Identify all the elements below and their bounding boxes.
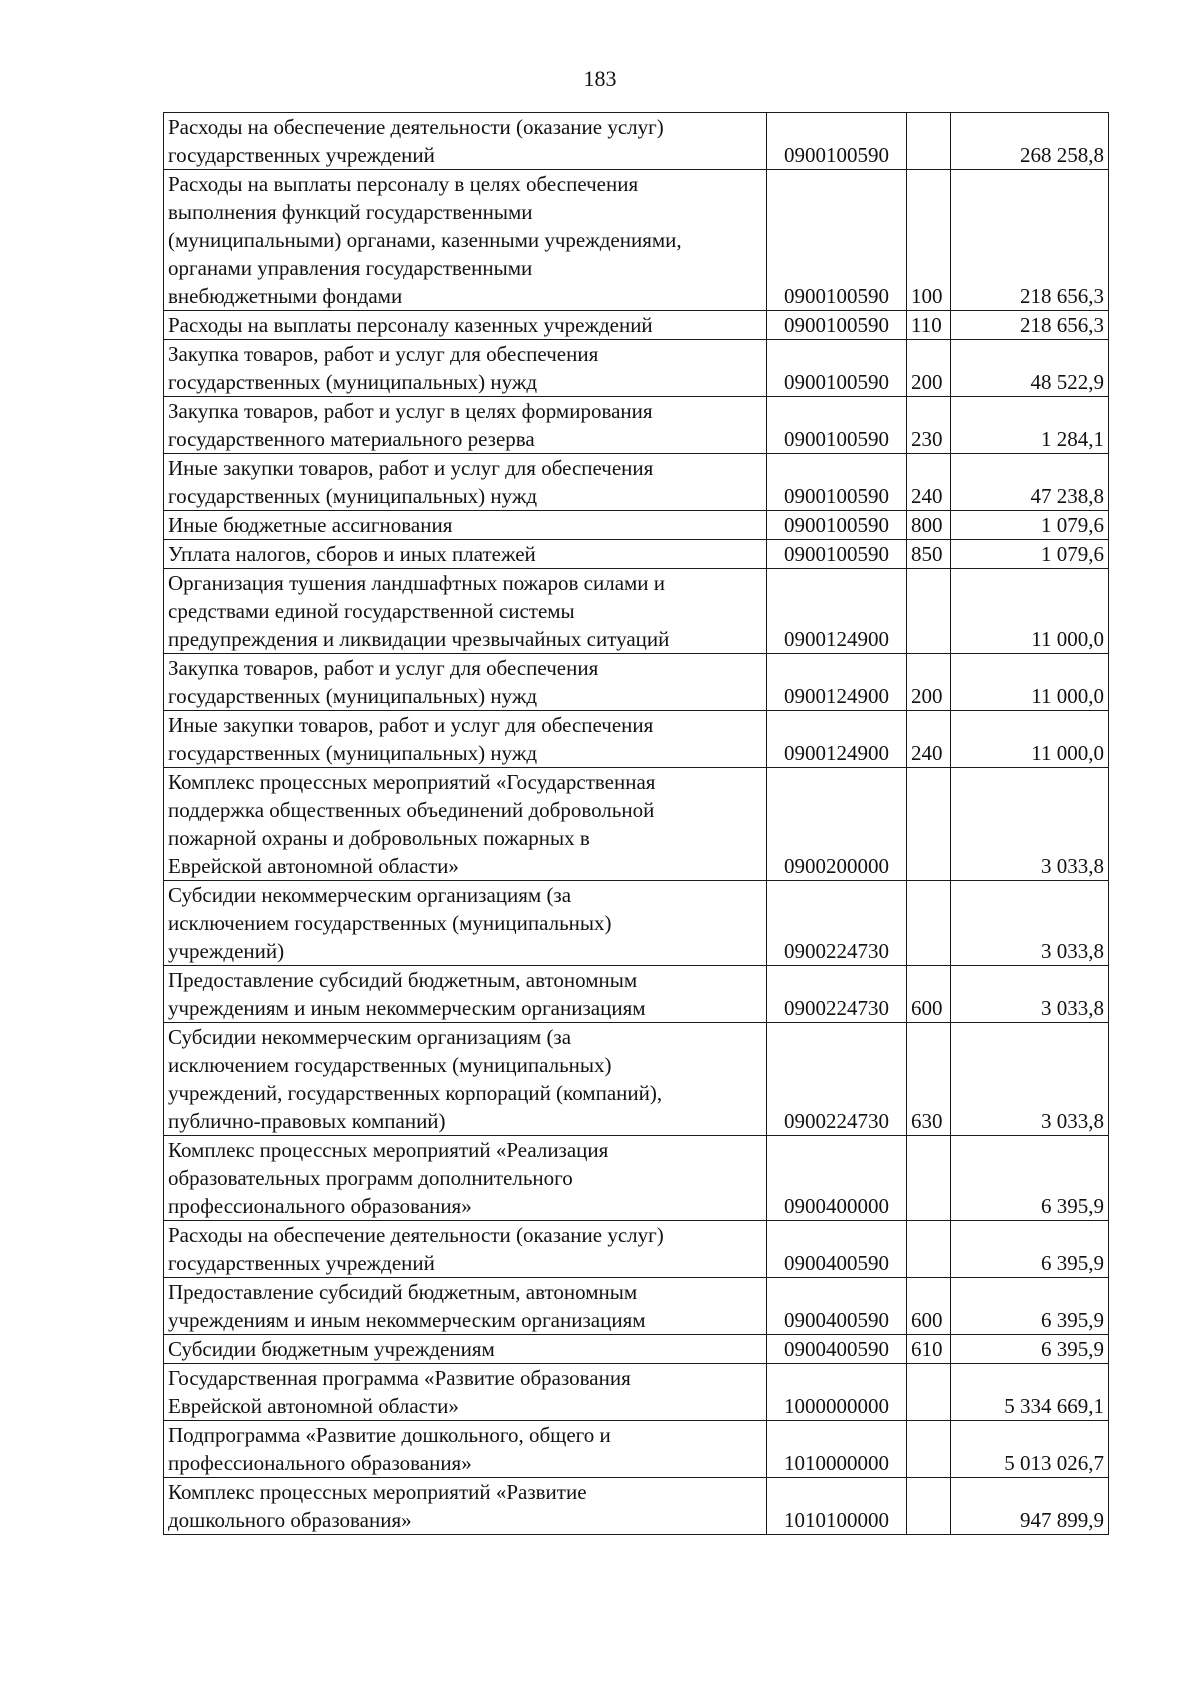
amount-cell: 48 522,9: [951, 340, 1109, 397]
expense-name-cell: Расходы на выплаты персоналу казенных учреждений: [164, 311, 767, 340]
expense-name-cell: Субсидии некоммерческим организациям (за исключением государственных (муниципальных) учреждений): [164, 881, 767, 966]
amount-cell: 6 395,9: [951, 1221, 1109, 1278]
expense-name-cell: Комплекс процессных мероприятий «Реализация образовательных программ дополнительного профессионального образования»: [164, 1136, 767, 1221]
table-row: [164, 511, 1109, 540]
amount-cell: 6 395,9: [951, 1335, 1109, 1364]
target-code-cell: 0900124900: [767, 654, 907, 711]
expense-name-cell: Предоставление субсидий бюджетным, автономным учреждениям и иным некоммерческим организациям: [164, 966, 767, 1023]
table-row: [164, 1421, 1109, 1478]
table-row: [164, 113, 1109, 170]
expense-type-cell: [907, 1136, 951, 1221]
table-row: [164, 654, 1109, 711]
target-code-cell: 0900224730: [767, 1023, 907, 1136]
table-row: [164, 1136, 1109, 1221]
table-row: [164, 711, 1109, 768]
amount-cell: 3 033,8: [951, 768, 1109, 881]
amount-cell: 218 656,3: [951, 170, 1109, 311]
table-row: [164, 1364, 1109, 1421]
expense-name-cell: Субсидии некоммерческим организациям (за исключением государственных (муниципальных) учреждений, государственных корпораций (компаний), публично-правовых компаний): [164, 1023, 767, 1136]
table-row: [164, 569, 1109, 654]
target-code-cell: 0900400590: [767, 1221, 907, 1278]
table-row: [164, 1478, 1109, 1535]
expense-name-cell: Предоставление субсидий бюджетным, автономным учреждениям и иным некоммерческим организациям: [164, 1278, 767, 1335]
amount-cell: 3 033,8: [951, 966, 1109, 1023]
table-row: [164, 311, 1109, 340]
expense-type-cell: [907, 881, 951, 966]
amount-cell: 1 079,6: [951, 540, 1109, 569]
target-code-cell: 1010100000: [767, 1478, 907, 1535]
expense-type-cell: 200: [907, 340, 951, 397]
expense-type-cell: 630: [907, 1023, 951, 1136]
expense-name-cell: Комплекс процессных мероприятий «Государственная поддержка общественных объединений добровольной пожарной охраны и добровольных пожарных в Еврейской автономной области»: [164, 768, 767, 881]
amount-cell: 6 395,9: [951, 1136, 1109, 1221]
budget-table: [163, 112, 1109, 1535]
amount-cell: 47 238,8: [951, 454, 1109, 511]
amount-cell: 1 284,1: [951, 397, 1109, 454]
expense-type-cell: 230: [907, 397, 951, 454]
table-row: [164, 1023, 1109, 1136]
table-row: [164, 540, 1109, 569]
amount-cell: 218 656,3: [951, 311, 1109, 340]
expense-name-cell: Иные закупки товаров, работ и услуг для обеспечения государственных (муниципальных) нужд: [164, 454, 767, 511]
expense-type-cell: 600: [907, 966, 951, 1023]
target-code-cell: 0900400000: [767, 1136, 907, 1221]
table-row: [164, 340, 1109, 397]
table-row: [164, 1335, 1109, 1364]
amount-cell: 5 013 026,7: [951, 1421, 1109, 1478]
table-row: [164, 1221, 1109, 1278]
amount-cell: 3 033,8: [951, 881, 1109, 966]
amount-cell: 6 395,9: [951, 1278, 1109, 1335]
target-code-cell: 0900100590: [767, 113, 907, 170]
expense-type-cell: 850: [907, 540, 951, 569]
target-code-cell: 0900100590: [767, 397, 907, 454]
target-code-cell: 0900400590: [767, 1278, 907, 1335]
amount-cell: 1 079,6: [951, 511, 1109, 540]
amount-cell: 5 334 669,1: [951, 1364, 1109, 1421]
table-row: [164, 881, 1109, 966]
amount-cell: 11 000,0: [951, 569, 1109, 654]
table-row: [164, 397, 1109, 454]
amount-cell: 268 258,8: [951, 113, 1109, 170]
expense-name-cell: Иные закупки товаров, работ и услуг для обеспечения государственных (муниципальных) нужд: [164, 711, 767, 768]
expense-name-cell: Уплата налогов, сборов и иных платежей: [164, 540, 767, 569]
expense-name-cell: Организация тушения ландшафтных пожаров силами и средствами единой государственной системы предупреждения и ликвидации чрезвычайных ситуаций: [164, 569, 767, 654]
expense-type-cell: 240: [907, 711, 951, 768]
expense-type-cell: [907, 569, 951, 654]
target-code-cell: 0900200000: [767, 768, 907, 881]
budget-table-body: [164, 113, 1109, 1535]
target-code-cell: 0900100590: [767, 340, 907, 397]
target-code-cell: 0900100590: [767, 511, 907, 540]
table-row: [164, 170, 1109, 311]
target-code-cell: 0900224730: [767, 966, 907, 1023]
expense-type-cell: 240: [907, 454, 951, 511]
table-row: [164, 768, 1109, 881]
expense-name-cell: Закупка товаров, работ и услуг для обеспечения государственных (муниципальных) нужд: [164, 340, 767, 397]
expense-name-cell: Расходы на обеспечение деятельности (оказание услуг) государственных учреждений: [164, 113, 767, 170]
expense-name-cell: Закупка товаров, работ и услуг в целях формирования государственного материального резерва: [164, 397, 767, 454]
expense-type-cell: [907, 113, 951, 170]
amount-cell: 11 000,0: [951, 711, 1109, 768]
expense-name-cell: Подпрограмма «Развитие дошкольного, общего и профессионального образования»: [164, 1421, 767, 1478]
expense-type-cell: [907, 1364, 951, 1421]
expense-type-cell: 800: [907, 511, 951, 540]
target-code-cell: 1010000000: [767, 1421, 907, 1478]
expense-type-cell: [907, 1221, 951, 1278]
amount-cell: 947 899,9: [951, 1478, 1109, 1535]
expense-name-cell: Иные бюджетные ассигнования: [164, 511, 767, 540]
expense-type-cell: 200: [907, 654, 951, 711]
expense-name-cell: Расходы на выплаты персоналу в целях обеспечения выполнения функций государственными (муниципальными) органами, казенными учреждениями, органами управления государственными внебюджетными фондами: [164, 170, 767, 311]
expense-name-cell: Субсидии бюджетным учреждениям: [164, 1335, 767, 1364]
expense-name-cell: Расходы на обеспечение деятельности (оказание услуг) государственных учреждений: [164, 1221, 767, 1278]
expense-type-cell: 610: [907, 1335, 951, 1364]
target-code-cell: 0900400590: [767, 1335, 907, 1364]
expense-type-cell: 110: [907, 311, 951, 340]
target-code-cell: 0900224730: [767, 881, 907, 966]
expense-name-cell: Закупка товаров, работ и услуг для обеспечения государственных (муниципальных) нужд: [164, 654, 767, 711]
target-code-cell: 0900124900: [767, 569, 907, 654]
expense-type-cell: 100: [907, 170, 951, 311]
expense-type-cell: [907, 768, 951, 881]
expense-name-cell: Комплекс процессных мероприятий «Развитие дошкольного образования»: [164, 1478, 767, 1535]
target-code-cell: 0900100590: [767, 170, 907, 311]
expense-name-cell: Государственная программа «Развитие образования Еврейской автономной области»: [164, 1364, 767, 1421]
table-row: [164, 1278, 1109, 1335]
expense-type-cell: 600: [907, 1278, 951, 1335]
table-row: [164, 454, 1109, 511]
target-code-cell: 1000000000: [767, 1364, 907, 1421]
expense-type-cell: [907, 1478, 951, 1535]
target-code-cell: 0900100590: [767, 311, 907, 340]
expense-type-cell: [907, 1421, 951, 1478]
page-number: 183: [583, 66, 617, 91]
amount-cell: 11 000,0: [951, 654, 1109, 711]
amount-cell: 3 033,8: [951, 1023, 1109, 1136]
target-code-cell: 0900100590: [767, 540, 907, 569]
table-row: [164, 966, 1109, 1023]
target-code-cell: 0900100590: [767, 454, 907, 511]
target-code-cell: 0900124900: [767, 711, 907, 768]
